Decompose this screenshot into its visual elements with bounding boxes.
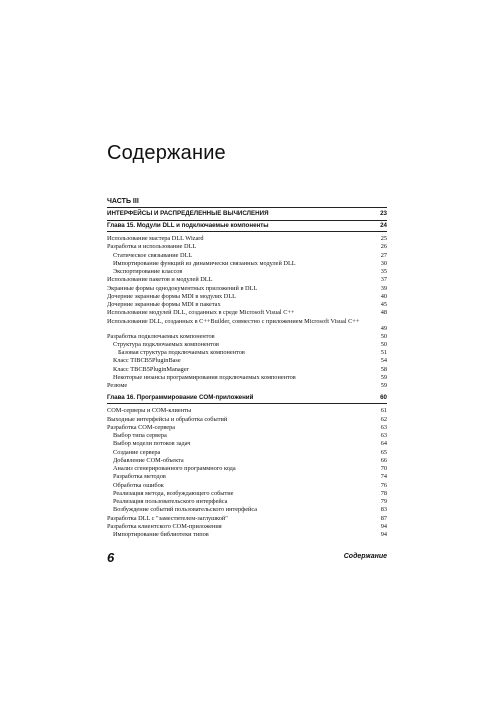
toc-entry[interactable]: Использование DLL, созданных в C++Builder, совместно с приложением Microsoft Visual C++ 49 (107, 318, 387, 332)
toc-entry[interactable]: Использование модулей DLL, созданных в среде Microsoft Visual C++ 48 (107, 309, 387, 317)
part-label: ЧАСТЬ III (107, 198, 139, 205)
toc-entry[interactable]: Класс TIBCB5PluginBase 54 (113, 357, 387, 365)
page-number: 6 (107, 550, 115, 565)
toc-entry[interactable]: Разработка клиентского COM-приложения 94 (107, 522, 387, 530)
toc-entry[interactable]: Реализация метода, возбуждающего событие 78 (113, 489, 387, 497)
toc-entry[interactable]: Использование пакетов и модулей DLL 37 (107, 276, 387, 284)
toc-entry[interactable]: Резюме 59 (107, 382, 387, 389)
toc-entry[interactable]: Структура подключаемых компонентов 50 (113, 340, 387, 348)
toc-entry[interactable]: Некоторые нюансы программирования подключаемых компонентов 59 (113, 373, 387, 381)
toc-entry[interactable]: Разработка DLL с "заместителем-заглушкой" 87 (107, 514, 387, 522)
toc-entry[interactable]: Класс TBCB5PluginManager 58 (113, 365, 387, 373)
toc-entry[interactable]: Разработка COM-сервера 63 (107, 423, 387, 431)
toc-list (107, 208, 387, 539)
running-title: Содержание (343, 553, 387, 560)
toc-entry[interactable]: Дочерние экранные формы MDI в модулях DLL 40 (107, 292, 387, 300)
toc-entry[interactable]: Выходные интерфейсы и обработка событий 62 (107, 415, 387, 423)
toc-entry[interactable]: Возбуждение событий пользовательского интерфейса 83 (113, 506, 387, 514)
toc-entry[interactable]: Базовая структура подключаемых компонентов 51 (118, 349, 387, 356)
toc-entry[interactable]: Анализ сгенерированного программного кода 70 (113, 465, 387, 472)
toc-entry[interactable]: Реализация пользовательского интерфейса 79 (113, 498, 387, 505)
toc-entry[interactable]: Создание сервера 65 (113, 448, 387, 456)
toc-entry[interactable]: Статическое связывание DLL 27 (113, 251, 387, 259)
toc-entry[interactable]: COM-серверы и COM-клиенты 61 (107, 407, 387, 415)
chapter-rule (107, 231, 387, 232)
page-title: Содержание (107, 142, 226, 164)
toc-section[interactable]: ИНТЕРФЕЙСЫ И РАСПРЕДЕЛЕННЫЕ ВЫЧИСЛЕНИЯ 23 (107, 210, 387, 217)
toc-chapter[interactable]: Глава 15. Модули DLL и подключаемые компоненты 24 (107, 222, 387, 229)
toc-entry[interactable]: Разработка методов 74 (113, 473, 387, 481)
toc-entry[interactable]: Использование мастера DLL Wizard 25 (107, 235, 387, 242)
toc-entry[interactable]: Импортирование библиотеки типов 94 (113, 531, 387, 538)
chapter-rule (107, 403, 387, 404)
toc-entry[interactable]: Разработка и использование DLL 26 (107, 243, 387, 251)
toc-entry[interactable]: Экспортирование классов 35 (113, 268, 387, 275)
toc-entry[interactable]: Выбор типа сервера 63 (113, 432, 387, 439)
toc-entry[interactable]: Добавление COM-объекта 66 (113, 456, 387, 464)
toc-entry[interactable]: Выбор модели потоков задач 64 (113, 440, 387, 448)
toc-chapter[interactable]: Глава 16. Программирование COM-приложений 60 (107, 394, 387, 402)
toc-entry[interactable]: Разработка подключаемых компонентов 50 (107, 332, 387, 340)
toc-entry[interactable]: Импортирование функций из динамически связанных модулей DLL 30 (113, 259, 387, 267)
toc-entry[interactable]: Экранные формы однодокументных приложений в DLL 39 (107, 284, 387, 292)
toc-entry[interactable]: Обработка ошибок 76 (113, 481, 387, 489)
toc-entry[interactable]: Дочерние экранные формы MDI в пакетах 45 (107, 301, 387, 308)
